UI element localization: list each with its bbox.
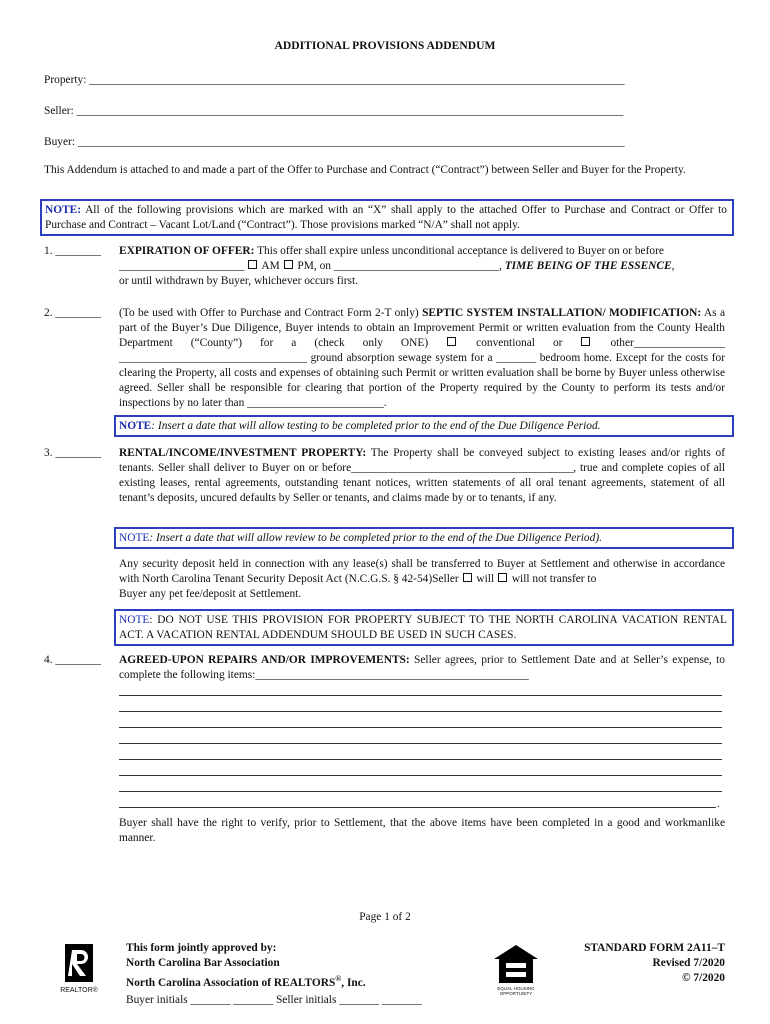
- realtors-association: [126, 971, 366, 991]
- note-label: NOTE: [119, 614, 150, 626]
- will-label: will: [473, 573, 497, 585]
- conventional-label: conventional or: [458, 337, 581, 349]
- document-title: ADDITIONAL PROVISIONS ADDENDUM: [274, 39, 496, 52]
- item2-body: [119, 306, 725, 411]
- note-label: NOTE: [119, 420, 152, 432]
- page-number: Page 1 of 2: [359, 911, 411, 923]
- repairs-line[interactable]: [119, 807, 716, 808]
- item2-text: As a part of the Buyer’s Due Diligence, Buyer intends to obtain an Improvement Permit or written evaluation from the County Health Department (“County”) for a (check only ONE): [119, 307, 725, 349]
- conventional-checkbox[interactable]: [447, 337, 456, 346]
- repairs-line[interactable]: [119, 743, 722, 744]
- repairs-blank-first[interactable]: ________________________________________________: [255, 669, 529, 681]
- intro-paragraph: This Addendum is attached to and made a part of the Offer to Purchase and Contract (“Contract”) between Seller and Buyer for the Property.: [44, 164, 686, 176]
- other-checkbox[interactable]: [581, 337, 590, 346]
- time-of-essence: TIME BEING OF THE ESSENCE: [504, 260, 672, 272]
- note-label: NOTE:: [45, 204, 82, 216]
- item4-heading: AGREED-UPON REPAIRS AND/OR IMPROVEMENTS:: [119, 654, 410, 666]
- am-label: AM: [259, 260, 283, 272]
- item2-text-rest: other________________ _________________________________ ground absorption sewage system for a _______ bedroom home. Except for the costs for clearing the Property, all costs and expenses of obtaining such Permit or written evaluation shall be borne by Buyer unless otherwise agreed. Seller shall be responsible for clearing that portion of the Property required by the County to perform its tests and/or inspections by no later than ________________________.: [119, 337, 725, 409]
- item1-body: [119, 244, 725, 289]
- note-text: All of the following provisions which are marked with an “X” shall apply to the attached Offer to Purchase and Contract or Offer to Purchase and Contract – Vacant Lot/Land (“Contract”). Those provisions marked “N/A” shall not apply.: [45, 204, 727, 231]
- copyright: © 7/2020: [682, 972, 725, 984]
- security-deposit-paragraph: [119, 557, 725, 602]
- repairs-line[interactable]: [119, 695, 722, 696]
- realtors-name: North Carolina Association of REALTORS: [126, 976, 336, 989]
- item1-time-blank[interactable]: ______________________: [119, 260, 248, 272]
- pm-checkbox[interactable]: [284, 260, 293, 269]
- initials-line[interactable]: Buyer initials _______ _______ Seller initials _______ _______: [126, 994, 422, 1006]
- comma: ,: [671, 260, 675, 272]
- note-label: NOTE: [119, 532, 150, 544]
- will-not-label: will not transfer to: [508, 573, 597, 585]
- realtor-logo-text: REALTOR®: [60, 987, 98, 994]
- note-text: : Insert a date that will allow review to be completed prior to the end of the Due Diligence Period).: [149, 532, 602, 544]
- item3-body: [119, 446, 725, 506]
- item2-pre: (To be used with Offer to Purchase and Contract Form 2-T only): [119, 307, 423, 319]
- deposit-text-end: Buyer any pet fee/deposit at Settlement.: [119, 588, 302, 600]
- item4-body: [119, 653, 725, 683]
- repairs-line[interactable]: [119, 711, 722, 712]
- repairs-line[interactable]: [119, 775, 722, 776]
- item4-number[interactable]: 4. ________: [44, 654, 101, 666]
- item3-number[interactable]: 3. ________: [44, 447, 101, 459]
- item4-closing: Buyer shall have the right to verify, prior to Settlement, that the above items have been completed in a good and workmanlike manner.: [119, 817, 725, 844]
- am-checkbox[interactable]: [248, 260, 257, 269]
- seller-field[interactable]: Seller: ________________________________________________________________________________________________: [44, 105, 624, 117]
- will-not-checkbox[interactable]: [498, 573, 507, 582]
- repairs-line[interactable]: [119, 791, 722, 792]
- realtor-logo: [58, 942, 100, 998]
- item4-text: Seller agrees, prior to Settlement Date and at Seller’s expense, to complete the following items:: [119, 654, 725, 681]
- approved-by: This form jointly approved by:: [126, 942, 277, 954]
- item1-number[interactable]: 1. ________: [44, 245, 101, 257]
- revised-date: Revised 7/2020: [652, 957, 725, 969]
- item1-text-end: or until withdrawn by Buyer, whichever occurs first.: [119, 275, 359, 287]
- main-note-box: [40, 199, 734, 236]
- item2-heading: SEPTIC SYSTEM INSTALLATION/ MODIFICATION:: [422, 307, 702, 319]
- note-text: : Insert a date that will allow testing to be completed prior to the end of the Due Diligence Period.: [151, 420, 601, 432]
- item3-note-box: [114, 527, 734, 549]
- item2-number[interactable]: 2. ________: [44, 307, 101, 319]
- vacation-note-box: [114, 609, 734, 646]
- bar-association: North Carolina Bar Association: [126, 957, 280, 969]
- item1-heading: EXPIRATION OF OFFER:: [119, 245, 255, 257]
- pm-label: PM, on _____________________________,: [294, 260, 505, 272]
- deposit-text: Any security deposit held in connection with any lease(s) shall be transferred to Buyer at Settlement and otherwise in accordance with North Carolina Tenant Security Deposit Act (N.C.G.S. § 42-54)Seller: [119, 558, 725, 585]
- form-number: STANDARD FORM 2A11–T: [584, 942, 725, 954]
- repairs-end-period: .: [717, 798, 720, 810]
- item3-text: The Property shall be conveyed subject to existing leases and/or rights of tenants. Seller shall deliver to Buyer on or before_______________________________________, true and complete copies of all existing leases, rental agreements, outstanding tenant notices, written statements of all oral tenant agreements, statement of all tenant’s deposits, uncured defaults by Seller or tenants, and claims made by or to tenants, if any.: [119, 447, 725, 504]
- buyer-field[interactable]: Buyer: ________________________________________________________________________________________________: [44, 136, 625, 148]
- note-text: : DO NOT USE THIS PROVISION FOR PROPERTY SUBJECT TO THE NORTH CAROLINA VACATION RENTAL ACT. A VACATION RENTAL ADDENDUM SHOULD BE USED IN SUCH CASES.: [119, 614, 727, 641]
- registered-mark: ®: [335, 974, 342, 983]
- item1-text: This offer shall expire unless unconditional acceptance is delivered to Buyer on or before: [254, 245, 664, 257]
- realtors-inc: , Inc.: [341, 976, 366, 989]
- will-checkbox[interactable]: [463, 573, 472, 582]
- property-field[interactable]: Property: ______________________________________________________________________________________________: [44, 74, 625, 86]
- repairs-line[interactable]: [119, 727, 722, 728]
- item3-heading: RENTAL/INCOME/INVESTMENT PROPERTY:: [119, 447, 367, 459]
- repairs-line[interactable]: [119, 759, 722, 760]
- eho-text: EQUAL HOUSING OPPORTUNITY: [497, 986, 535, 996]
- item2-note-box: [114, 415, 734, 437]
